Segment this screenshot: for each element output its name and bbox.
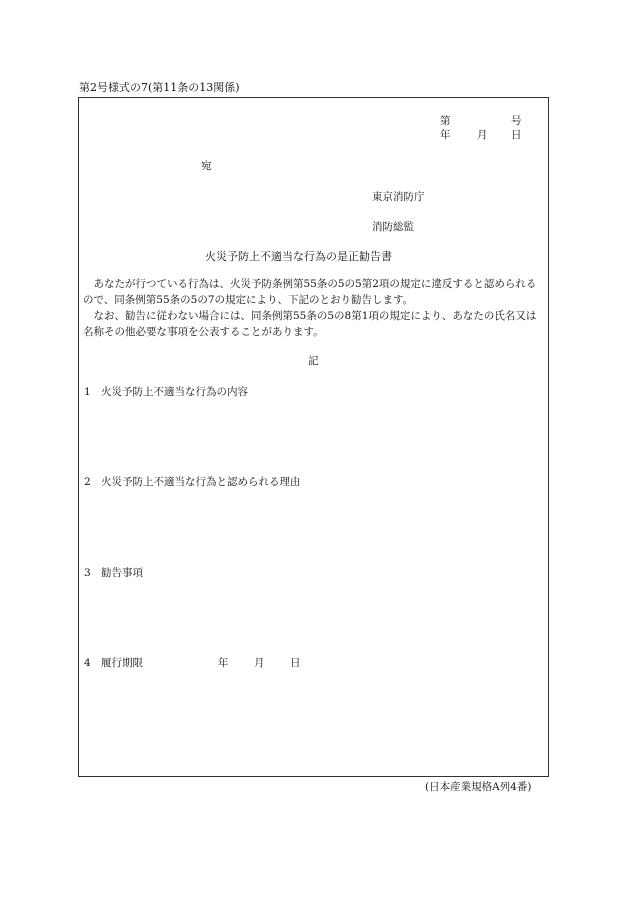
deadline-year-label: 年 <box>218 657 229 669</box>
item-number-4: 4 <box>84 657 91 669</box>
item-label-3: 勧告事項 <box>101 567 143 579</box>
item-label-2: 火災予防上不適当な行為と認められる理由 <box>101 476 301 488</box>
ki-heading: 記 <box>308 355 319 367</box>
issuer-agency: 東京消防庁 <box>372 191 425 203</box>
item-label-4: 履行期限 <box>101 657 143 669</box>
form-frame <box>78 97 549 777</box>
date-year-label: 年 <box>440 129 451 141</box>
issuer-title: 消防総監 <box>372 221 414 233</box>
document-title: 火災予防上不適当な行為の是正勧告書 <box>205 250 392 263</box>
item-number-2: 2 <box>84 476 91 488</box>
form-code: 第2号様式の7(第11条の13関係) <box>79 81 240 94</box>
body-paragraph-2: なお、勧告に従わない場合には、同条例第55条の5の8第1項の規定により、あなたの氏名又は名称その他必要な事項を公表することがあります。 <box>83 310 537 338</box>
date-day-label: 日 <box>511 129 522 141</box>
deadline-month-label: 月 <box>254 657 265 669</box>
addressee-suffix: 宛 <box>201 160 212 172</box>
deadline-day-label: 日 <box>290 657 301 669</box>
footer-note: (日本産業規格A列4番) <box>425 781 532 793</box>
number-dai-label: 第 <box>440 115 451 127</box>
item-number-3: 3 <box>84 567 91 579</box>
body-paragraph-1: あなたが行つている行為は、火災予防条例第55条の5の5第2項の規定に違反すると認められるので、同条例第55条の5の7の規定により、下記のとおり勧告します。 <box>83 278 537 306</box>
item-number-1: 1 <box>84 386 91 398</box>
number-go-label: 号 <box>511 115 522 127</box>
item-label-1: 火災予防上不適当な行為の内容 <box>101 386 248 398</box>
date-month-label: 月 <box>477 129 488 141</box>
